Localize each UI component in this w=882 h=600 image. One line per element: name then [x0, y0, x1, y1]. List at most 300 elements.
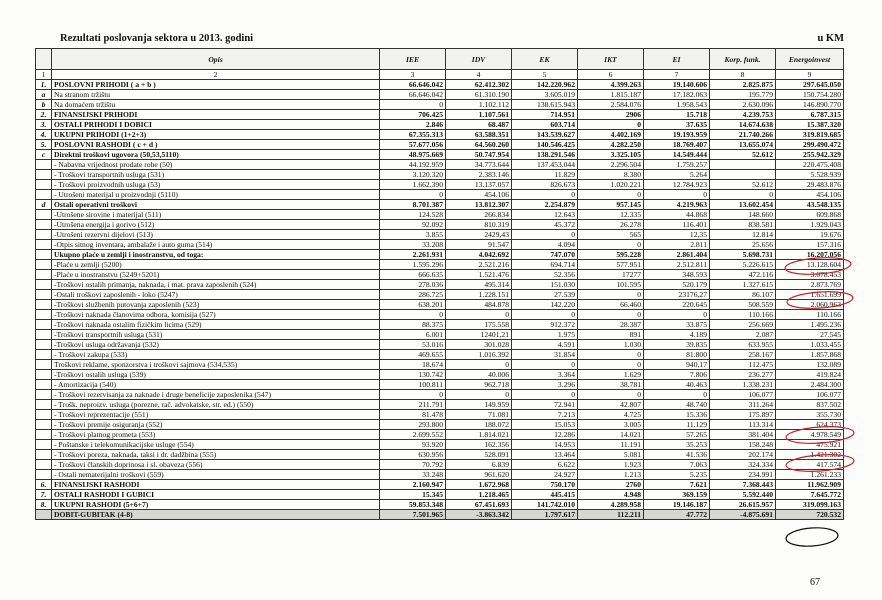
value-cell: 12.335: [578, 210, 644, 220]
value-cell: 0: [578, 120, 644, 130]
header-energoinvest: Energoinvest: [776, 49, 844, 70]
row-index: [36, 240, 52, 250]
value-cell: 1.261.233: [776, 470, 844, 480]
column-number: 9: [776, 70, 844, 80]
value-cell: 44.868: [644, 210, 710, 220]
value-cell: 2.825.875: [710, 80, 776, 90]
value-cell: 837.502: [776, 400, 844, 410]
row-index: [36, 280, 52, 290]
row-label: -Troškovi ostalih usluga (539): [52, 370, 380, 380]
annotation-circle: [785, 526, 838, 548]
table-row: [36, 90, 844, 100]
value-cell: 4.725: [578, 410, 644, 420]
table-row: [36, 460, 844, 470]
value-cell: 694.714: [512, 260, 578, 270]
value-cell: 1.651.699: [776, 290, 844, 300]
value-cell: 17.182.063: [644, 90, 710, 100]
row-index: [36, 210, 52, 220]
value-cell: 4.219.963: [644, 200, 710, 210]
value-cell: 12,35: [644, 230, 710, 240]
value-cell: 0: [644, 310, 710, 320]
value-cell: 624.373: [776, 420, 844, 430]
row-label: - Poštanske i telekomunikacijske usluge (554): [52, 440, 380, 450]
row-index: [36, 290, 52, 300]
value-cell: 7.621: [644, 480, 710, 490]
value-cell: 86.107: [710, 290, 776, 300]
value-cell: 7.368.443: [710, 480, 776, 490]
value-cell: 2.060.963: [776, 300, 844, 310]
column-number: 5: [512, 70, 578, 80]
table-row: [36, 280, 844, 290]
value-cell: 142.220: [512, 300, 578, 310]
table-row: [36, 250, 844, 260]
row-label: -Troškovi usluga održavanja (532): [52, 340, 380, 350]
value-cell: 1.797.617: [512, 510, 578, 520]
value-cell: 609.868: [776, 210, 844, 220]
value-cell: 66.460: [578, 300, 644, 310]
table-row: [36, 400, 844, 410]
value-cell: 149.959: [446, 400, 512, 410]
value-cell: 1.814.021: [446, 430, 512, 440]
value-cell: 17277: [578, 270, 644, 280]
column-number: 2: [52, 70, 380, 80]
value-cell: 1.327.615: [710, 280, 776, 290]
row-index: 8.: [36, 500, 52, 510]
value-cell: 1.213: [578, 470, 644, 480]
row-label: - Troškovi članskih doprinosa i sl. obaveza (556): [52, 460, 380, 470]
row-label: - Troškovi poreza, naknada, taksi i dr. dadžbina (555): [52, 450, 380, 460]
row-label: - Troškovi transportnih usluga (531): [52, 170, 380, 180]
header-ikt: IKT: [578, 49, 644, 70]
value-cell: 1.662.390: [380, 180, 446, 190]
column-number: 4: [446, 70, 512, 80]
value-cell: 37.635: [644, 120, 710, 130]
value-cell: 220.475.408: [776, 160, 844, 170]
value-cell: 35.253: [644, 440, 710, 450]
row-index: [36, 430, 52, 440]
value-cell: 2.160.947: [380, 480, 446, 490]
value-cell: 12.784.923: [644, 180, 710, 190]
value-cell: 116.401: [644, 220, 710, 230]
value-cell: 110.166: [710, 310, 776, 320]
column-number-row: [36, 70, 844, 80]
value-cell: 6.001: [380, 330, 446, 340]
value-cell: 2.630.096: [710, 100, 776, 110]
value-cell: 38.781: [578, 380, 644, 390]
value-cell: 810.319: [446, 220, 512, 230]
row-index: [36, 350, 52, 360]
row-label: - Troškovi reprezentacije (551): [52, 410, 380, 420]
value-cell: 19.140.606: [644, 80, 710, 90]
value-cell: 13.812.307: [446, 200, 512, 210]
value-cell: 2.873.769: [776, 280, 844, 290]
table-row: [36, 130, 844, 140]
row-label: Troškovi reklame, sponzorstva i troškovi sajmova (534,535): [52, 360, 380, 370]
column-number: 6: [578, 70, 644, 80]
value-cell: 101.595: [578, 280, 644, 290]
value-cell: 2.254.879: [512, 200, 578, 210]
row-index: 3.: [36, 120, 52, 130]
row-index: [36, 320, 52, 330]
row-index: [36, 260, 52, 270]
value-cell: 15.718: [644, 110, 710, 120]
row-label: FINANSIJSKI PRIHODI: [52, 110, 380, 120]
value-cell: 236.277: [710, 370, 776, 380]
value-cell: 369.159: [644, 490, 710, 500]
value-cell: 1.521.476: [446, 270, 512, 280]
value-cell: 19.193.959: [644, 130, 710, 140]
value-cell: 15.053: [512, 420, 578, 430]
value-cell: 57.265: [644, 430, 710, 440]
table-row: [36, 210, 844, 220]
value-cell: 112.211: [578, 510, 644, 520]
value-cell: 1.030: [578, 340, 644, 350]
header-row: [36, 49, 844, 70]
value-cell: 633.955: [710, 340, 776, 350]
row-label: -Plaće u inostranstvu (5249+5201): [52, 270, 380, 280]
table-row: [36, 110, 844, 120]
table-row: [36, 500, 844, 510]
value-cell: 23176,27: [644, 290, 710, 300]
value-cell: 19.676: [776, 230, 844, 240]
table-row: [36, 490, 844, 500]
row-index: [36, 190, 52, 200]
value-cell: 3.078.453: [776, 270, 844, 280]
value-cell: 4.042.692: [446, 250, 512, 260]
row-label: POSLOVNI RASHODI ( c + d ): [52, 140, 380, 150]
value-cell: 355.730: [776, 410, 844, 420]
table-row: [36, 230, 844, 240]
row-label: -Ostali troškovi zaposlenih - loko (5247): [52, 290, 380, 300]
value-cell: 469.655: [380, 350, 446, 360]
currency-label: u KM: [817, 33, 844, 44]
value-cell: 16.207.056: [776, 250, 844, 260]
value-cell: 838.581: [710, 220, 776, 230]
value-cell: 2.521.216: [446, 260, 512, 270]
column-number: 3: [380, 70, 446, 80]
value-cell: 33.875: [644, 320, 710, 330]
value-cell: 255.942.329: [776, 150, 844, 160]
value-cell: 1.929.043: [776, 220, 844, 230]
row-label: -Troškovi naknada članovima odbora, komisija (527): [52, 310, 380, 320]
value-cell: 6.622: [512, 460, 578, 470]
value-cell: 961.620: [446, 470, 512, 480]
value-cell: 5.698.731: [710, 250, 776, 260]
value-cell: 2.296.504: [578, 160, 644, 170]
row-label: -Troškovi naknada ostalim fizičkim licima (529): [52, 320, 380, 330]
value-cell: 14.674.638: [710, 120, 776, 130]
value-cell: 528.091: [446, 450, 512, 460]
value-cell: 15.336: [644, 410, 710, 420]
row-label: - Nabavna vrijednost prodate robe (50): [52, 160, 380, 170]
value-cell: 962.718: [446, 380, 512, 390]
table-row: [36, 420, 844, 430]
value-cell: 21.740.266: [710, 130, 776, 140]
row-label: -Utrošena energija i gorivo (512): [52, 220, 380, 230]
value-cell: 7.063: [644, 460, 710, 470]
value-cell: 417.574: [776, 460, 844, 470]
value-cell: 157.316: [776, 240, 844, 250]
table-row: [36, 220, 844, 230]
value-cell: 348.593: [644, 270, 710, 280]
value-cell: 47.772: [644, 510, 710, 520]
table-row: [36, 290, 844, 300]
value-cell: 57.677.056: [380, 140, 446, 150]
row-label: -Plaće u zemlji (5200): [52, 260, 380, 270]
value-cell: 520.179: [644, 280, 710, 290]
row-label: POSLOVNI PRIHODI ( a + b ): [52, 80, 380, 90]
row-label: - Trošk. neproizv. usluga (porezne, rač. advokatske, str. ed.) (550): [52, 400, 380, 410]
value-cell: 4.591: [512, 340, 578, 350]
value-cell: 0: [578, 290, 644, 300]
value-cell: 0: [380, 310, 446, 320]
value-cell: 8.701.387: [380, 200, 446, 210]
value-cell: 50.747.954: [446, 150, 512, 160]
value-cell: 11.962.909: [776, 480, 844, 490]
value-cell: 0: [578, 360, 644, 370]
table-row: [36, 320, 844, 330]
value-cell: 0: [512, 310, 578, 320]
value-cell: 319.099.163: [776, 500, 844, 510]
value-cell: 88.375: [380, 320, 446, 330]
value-cell: 940,17: [644, 360, 710, 370]
value-cell: 43.548.135: [776, 200, 844, 210]
value-cell: 146.890.770: [776, 100, 844, 110]
row-index: [36, 360, 52, 370]
value-cell: 93.920: [380, 440, 446, 450]
value-cell: 14.549.444: [644, 150, 710, 160]
value-cell: 319.819.685: [776, 130, 844, 140]
value-cell: 0: [512, 390, 578, 400]
value-cell: 495.314: [446, 280, 512, 290]
value-cell: 220.645: [644, 300, 710, 310]
value-cell: 0: [446, 390, 512, 400]
value-cell: 1.595.296: [380, 260, 446, 270]
value-cell: 44.192.959: [380, 160, 446, 170]
row-index: [36, 220, 52, 230]
value-cell: 138.291.546: [512, 150, 578, 160]
value-cell: -4.875.691: [710, 510, 776, 520]
row-label: FINANSIJSKI RASHODI: [52, 480, 380, 490]
value-cell: 4.239.753: [710, 110, 776, 120]
row-index: 5.: [36, 140, 52, 150]
value-cell: 202.174: [710, 450, 776, 460]
value-cell: 68.487: [446, 120, 512, 130]
value-cell: 18.769.407: [644, 140, 710, 150]
row-index: [36, 450, 52, 460]
value-cell: 1.923: [578, 460, 644, 470]
value-cell: 11.191: [578, 440, 644, 450]
value-cell: 12401,21: [446, 330, 512, 340]
row-index: [36, 390, 52, 400]
row-index: d: [36, 200, 52, 210]
value-cell: 42.807: [578, 400, 644, 410]
value-cell: 67.355.313: [380, 130, 446, 140]
value-cell: 0: [710, 190, 776, 200]
value-cell: 52.612: [710, 180, 776, 190]
value-cell: 577.951: [578, 260, 644, 270]
value-cell: 0: [578, 240, 644, 250]
row-label: - Troškovi premije osiguranja (552): [52, 420, 380, 430]
value-cell: 1.020.221: [578, 180, 644, 190]
value-cell: 0: [644, 190, 710, 200]
value-cell: 7.806: [644, 370, 710, 380]
value-cell: 1.629: [578, 370, 644, 380]
table-row: [36, 310, 844, 320]
row-index: [36, 400, 52, 410]
header-idv: IDV: [446, 49, 512, 70]
row-index: [36, 170, 52, 180]
value-cell: 3.005: [578, 420, 644, 430]
value-cell: 1.975: [512, 330, 578, 340]
value-cell: 2.087: [710, 330, 776, 340]
column-number: 1: [36, 70, 52, 80]
value-cell: 1.102.112: [446, 100, 512, 110]
value-cell: 63.588.351: [446, 130, 512, 140]
value-cell: 91.547: [446, 240, 512, 250]
table-row: [36, 480, 844, 490]
value-cell: 14.021: [578, 430, 644, 440]
table-row: [36, 120, 844, 130]
value-cell: [710, 170, 776, 180]
value-cell: 113.314: [710, 420, 776, 430]
row-index: [36, 300, 52, 310]
value-cell: 110.166: [776, 310, 844, 320]
value-cell: 0: [380, 390, 446, 400]
value-cell: 1.857.868: [776, 350, 844, 360]
row-index: [36, 330, 52, 340]
value-cell: 158.248: [710, 440, 776, 450]
value-cell: 2906: [578, 110, 644, 120]
value-cell: 4.289.958: [578, 500, 644, 510]
value-cell: 106.077: [776, 390, 844, 400]
value-cell: 454.106: [446, 190, 512, 200]
table-row: [36, 430, 844, 440]
value-cell: 445.415: [512, 490, 578, 500]
value-cell: 912.372: [512, 320, 578, 330]
table-row: [36, 170, 844, 180]
results-table: [35, 48, 844, 520]
value-cell: 150.754.280: [776, 90, 844, 100]
table-row: [36, 190, 844, 200]
table-row: [36, 410, 844, 420]
value-cell: 7.213: [512, 410, 578, 420]
row-index: [36, 470, 52, 480]
value-cell: 0: [644, 390, 710, 400]
value-cell: 324.334: [710, 460, 776, 470]
table-row: [36, 140, 844, 150]
value-cell: 18.674: [380, 360, 446, 370]
value-cell: 1.759.257: [644, 160, 710, 170]
row-index: [36, 370, 52, 380]
table-row: [36, 200, 844, 210]
value-cell: 53.016: [380, 340, 446, 350]
value-cell: 297.645.050: [776, 80, 844, 90]
value-cell: 61.310.190: [446, 90, 512, 100]
row-label: UKUPNI PRIHODI (1+2+3): [52, 130, 380, 140]
row-index: [36, 460, 52, 470]
value-cell: 15.387.320: [776, 120, 844, 130]
value-cell: 13.137.057: [446, 180, 512, 190]
row-index: [36, 180, 52, 190]
value-cell: 27.545: [776, 330, 844, 340]
row-index: [36, 420, 52, 430]
value-cell: 39.835: [644, 340, 710, 350]
value-cell: 28.387: [578, 320, 644, 330]
row-index: [36, 270, 52, 280]
value-cell: 124.528: [380, 210, 446, 220]
row-index: 2.: [36, 110, 52, 120]
table-row: [36, 370, 844, 380]
value-cell: 1.672.968: [446, 480, 512, 490]
row-label: OSTALI PRIHODI I DOBICI: [52, 120, 380, 130]
value-cell: 5.226.615: [710, 260, 776, 270]
header-ei: EI: [644, 49, 710, 70]
value-cell: 33.208: [380, 240, 446, 250]
value-cell: 106.077: [710, 390, 776, 400]
header-korp-funk: Korp. funk.: [710, 49, 776, 70]
value-cell: 130.742: [380, 370, 446, 380]
value-cell: 64.560.260: [446, 140, 512, 150]
value-cell: 12.814: [710, 230, 776, 240]
value-cell: 52.356: [512, 270, 578, 280]
row-index: 4.: [36, 130, 52, 140]
row-label: - Troškovi proizvodnih usluga (53): [52, 180, 380, 190]
value-cell: 381.404: [710, 430, 776, 440]
row-label: Na domaćem tržištu: [52, 100, 380, 110]
value-cell: 565: [578, 230, 644, 240]
value-cell: 67.451.693: [446, 500, 512, 510]
row-index: [36, 250, 52, 260]
value-cell: 34.773.644: [446, 160, 512, 170]
value-cell: 92.092: [380, 220, 446, 230]
table-row: [36, 160, 844, 170]
value-cell: 195.779: [710, 90, 776, 100]
value-cell: 3.364: [512, 370, 578, 380]
row-label: - Utrošeni materijal u proizvodnji (5110): [52, 190, 380, 200]
value-cell: 140.546.425: [512, 140, 578, 150]
row-label: -Troškovi ostalih primanja, naknada, i mat. prava zaposlenih (524): [52, 280, 380, 290]
table-row: [36, 330, 844, 340]
value-cell: 15.345: [380, 490, 446, 500]
table-row: [36, 390, 844, 400]
value-cell: 706.425: [380, 110, 446, 120]
value-cell: 2.484.300: [776, 380, 844, 390]
value-cell: 5.592.440: [710, 490, 776, 500]
value-cell: 59.853.348: [380, 500, 446, 510]
value-cell: 301.028: [446, 340, 512, 350]
value-cell: 0: [512, 360, 578, 370]
value-cell: 66.646.042: [380, 90, 446, 100]
value-cell: 2.861.404: [644, 250, 710, 260]
value-cell: 286.725: [380, 290, 446, 300]
row-index: 1.: [36, 80, 52, 90]
value-cell: 29.483.876: [776, 180, 844, 190]
table-row: [36, 100, 844, 110]
row-label: Direktni troškovi ugovora (50,53,5110): [52, 150, 380, 160]
value-cell: 5.235: [644, 470, 710, 480]
row-label: - Amortizacija (540): [52, 380, 380, 390]
value-cell: 162.356: [446, 440, 512, 450]
value-cell: 5.081: [578, 450, 644, 460]
value-cell: 234.991: [710, 470, 776, 480]
value-cell: 12.286: [512, 430, 578, 440]
value-cell: 27.539: [512, 290, 578, 300]
row-index: [36, 340, 52, 350]
header-iee: IEE: [380, 49, 446, 70]
value-cell: 41.536: [644, 450, 710, 460]
row-index: [36, 380, 52, 390]
